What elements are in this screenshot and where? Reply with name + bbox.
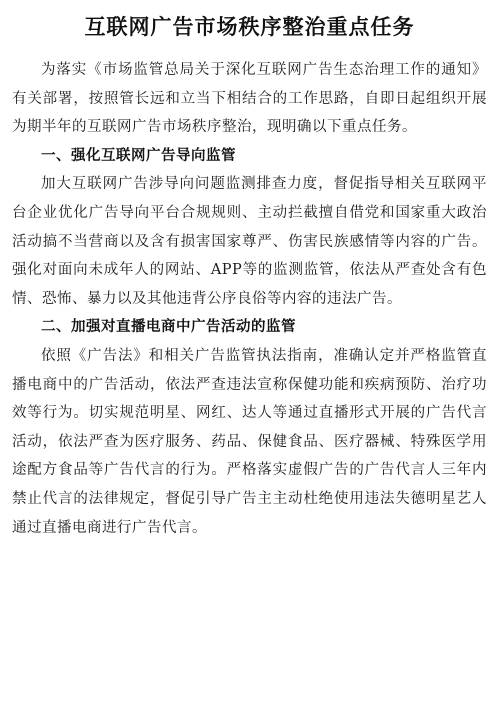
intro-paragraph: 为落实《市场监管总局关于深化互联网广告生态治理工作的通知》有关部署，按照管长远和立当下相结合的工作思路，自即日起组织开展为期半年的互联网广告市场秩序整治，现明确以下重点任务。 (12, 62, 487, 136)
section-body: 加大互联网广告涉导向问题监测排查力度，督促指导相关互联网平台企业优化广告导向平台合规规则、主动拦截擅自借党和国家重大政治活动搞不当营商以及含有损害国家尊严、伤害民族感情等内容的广告。强化对面向未成年人的网站、APP等的监测监管，依法从严查处含有色情、恐怖、暴力以及其他违背公序良俗等内容的违法广告。 (12, 176, 487, 307)
section-heading: 一、强化互联网广告导向监管 (41, 147, 236, 164)
section-1 (12, 142, 487, 314)
section-body: 依照《广告法》和相关广告监管执法指南，准确认定并严格监管直播电商中的广告活动，依法严查违法宣称保健功能和疾病预防、治疗功效等行为。切实规范明星、网红、达人等通过直播形式开展的广告代言活动，依法严查为医疗服务、药品、保健食品、医疗器械、特殊医学用途配方食品等广告代言的行为。严格落实虚假广告的广告代言人三年内禁止代言的法律规定，督促引导广告主主动杜绝使用违法失德明星艺人通过直播电商进行广告代言。 (12, 347, 487, 536)
section-heading: 二、加强对直播电商中广告活动的监管 (41, 319, 296, 336)
document-title: 互联网广告市场秩序整治重点任务 (84, 15, 415, 39)
section-2 (12, 313, 487, 542)
